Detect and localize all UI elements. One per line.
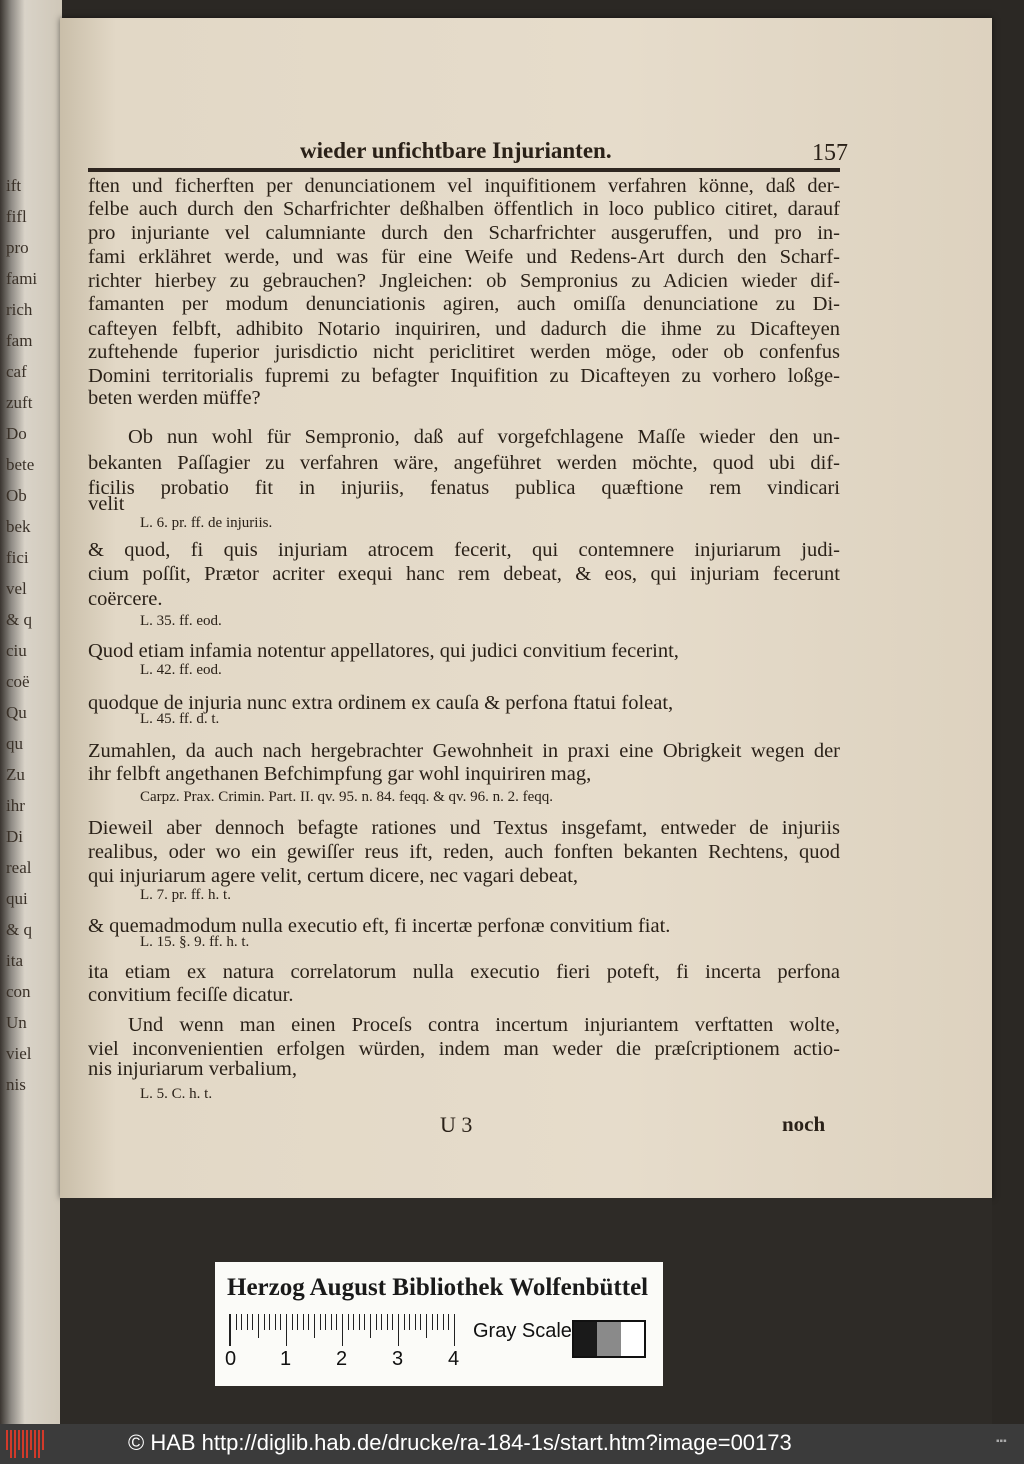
running-title: wieder unfichtbare Injurianten.: [300, 138, 612, 163]
left-page-fragment: Qu: [6, 703, 27, 722]
ruler-tick: [336, 1314, 337, 1330]
logo-bar: [22, 1430, 24, 1458]
gray-scale-swatches: [572, 1320, 646, 1358]
left-page-fragment: Di: [6, 827, 23, 846]
ruler-tick: [264, 1314, 265, 1330]
logo-bar: [30, 1430, 32, 1450]
left-page-fragment: coë: [6, 672, 30, 691]
ruler-tick: [426, 1314, 427, 1338]
swatch-black: [574, 1322, 597, 1356]
ruler-scale: [229, 1314, 460, 1346]
left-page-fragment: fam: [6, 331, 33, 350]
citation-line: L. 45. ff. d. t.: [140, 711, 220, 727]
left-page-fragment: ift: [6, 176, 22, 195]
scale-number: 4: [448, 1348, 460, 1370]
ruler-tick: [286, 1314, 287, 1346]
left-page-fragment: Do: [6, 424, 27, 443]
text-line: Ob nun wohl für Sempronio, daß auf vorgefchlagene Maſſe wieder den un-: [128, 426, 840, 448]
text-line: ihr felbft angethanen Befchimpfung gar wohl inquiriren mag,: [88, 763, 592, 785]
text-line: quodque de injuria nunc extra ordinem ex cauſa & perfona ftatui foleat,: [88, 692, 674, 714]
text-line: coërcere.: [88, 588, 163, 610]
left-page-fragment: real: [6, 858, 32, 877]
header-rule: [88, 168, 840, 172]
ruler-tick: [236, 1314, 237, 1330]
text-line: bekanten Paſſagier zu verfahren wäre, angeführet werden möchte, quod ubi dif-: [88, 452, 840, 474]
text-line: Und wenn man einen Proceſs contra incertum injuriantem verftatten wolte,: [128, 1014, 840, 1036]
color-calibration-card: [215, 1262, 663, 1386]
left-page-fragment: ciu: [6, 641, 27, 660]
left-page-fragment: nis: [6, 1075, 26, 1094]
citation-line: L. 35. ff. eod.: [140, 613, 222, 629]
left-page-fragment: qui: [6, 889, 28, 908]
text-line: Zumahlen, da auch nach hergebrachter Gewohnheit in praxi eine Obrigkeit wegen der: [88, 740, 840, 762]
ruler-tick: [230, 1314, 231, 1346]
ruler-tick: [415, 1314, 416, 1330]
ruler-tick: [308, 1314, 309, 1330]
copyright-url[interactable]: © HAB http://diglib.hab.de/drucke/ra-184-1s/start.htm?image=00173: [128, 1430, 792, 1455]
logo-bar: [18, 1430, 20, 1450]
ruler-tick: [376, 1314, 377, 1330]
left-page-fragment: & q: [6, 920, 32, 939]
adjacent-page-edge: [0, 0, 62, 1424]
citation-line: L. 5. C. h. t.: [140, 1086, 213, 1102]
text-line: nis injuriarum verbalium,: [88, 1058, 297, 1080]
logo-bar: [34, 1430, 36, 1458]
left-page-fragment: Zu: [6, 765, 25, 784]
ruler-tick: [409, 1314, 410, 1330]
left-page-fragment: & q: [6, 610, 32, 629]
left-page-fragment: fifl: [6, 207, 27, 226]
text-line: ften und ficherften per denunciationem vel inquifitionem verfahren könne, daß der-: [88, 175, 840, 197]
left-page-fragment: zuft: [6, 393, 33, 412]
text-line: felbe auch durch den Scharfrichter deßhalben öffentlich in loco publico citiret, darauf: [88, 198, 840, 220]
ruler-tick: [387, 1314, 388, 1330]
ruler-tick: [258, 1314, 259, 1338]
text-line: beten werden müffe?: [88, 387, 261, 409]
ruler-tick: [398, 1314, 399, 1346]
text-line: richter hierbey zu gebrauchen? Jngleichen: ob Sempronius zu Adicien wieder dif-: [88, 270, 840, 292]
text-line: ficilis probatio fit in injuriis, fenatus publica quæftione rem vindicari: [88, 477, 840, 499]
left-page-fragment: qu: [6, 734, 23, 753]
text-line: famanten per modum denunciationis agiren, auch omiſſa denunciatione zu Di-: [88, 293, 840, 315]
citation-line: Carpz. Prax. Crimin. Part. II. qv. 95. n. 84. feqq. & qv. 96. n. 2. feqq.: [140, 789, 553, 805]
left-page-fragment: ita: [6, 951, 23, 970]
left-page-fragment: bete: [6, 455, 35, 474]
logo-bar: [14, 1430, 16, 1458]
ruler-tick: [443, 1314, 444, 1330]
text-line: qui injuriarum agere velit, certum dicere, nec vagari debeat,: [88, 865, 579, 887]
left-page-fragment: caf: [6, 362, 27, 381]
ruler-tick: [437, 1314, 438, 1330]
ruler-tick: [420, 1314, 421, 1330]
text-line: Quod etiam infamia notentur appellatores, qui judici convitium fecerint,: [88, 640, 679, 662]
hab-logo-icon: [6, 1430, 46, 1458]
logo-bar: [6, 1430, 8, 1450]
scale-number: 2: [336, 1348, 348, 1370]
left-page-fragment: Ob: [6, 486, 27, 505]
ruler-tick: [353, 1314, 354, 1330]
ruler-tick: [342, 1314, 343, 1346]
ruler-tick: [280, 1314, 281, 1330]
ruler-tick: [247, 1314, 248, 1330]
page-number: 157: [812, 140, 848, 166]
left-page-fragment: rich: [6, 300, 33, 319]
left-page-fragment: Un: [6, 1013, 27, 1032]
logo-bar: [26, 1430, 28, 1458]
catchword: noch: [782, 1112, 826, 1136]
signature-mark: U 3: [440, 1112, 473, 1137]
ruler-tick: [370, 1314, 371, 1338]
ruler-tick: [454, 1314, 455, 1346]
ruler-tick: [348, 1314, 349, 1330]
left-page-fragment: viel: [6, 1044, 32, 1063]
text-line: convitium feciſſe dicatur.: [88, 984, 294, 1006]
ruler-tick: [448, 1314, 449, 1330]
text-line: Domini territorialis fupremi zu befagter Inquifition zu Dicafteyen zu vorhero loßge-: [88, 365, 840, 387]
text-line: & quemadmodum nulla executio eft, fi incertæ perfonæ convitium fiat.: [88, 915, 671, 937]
left-page-fragment: vel: [6, 579, 27, 598]
ruler-tick: [303, 1314, 304, 1330]
text-line: velit: [88, 493, 125, 515]
left-page-fragment: con: [6, 982, 31, 1001]
footer-bar: [0, 1424, 1024, 1464]
ruler-tick: [404, 1314, 405, 1330]
logo-bar: [10, 1430, 12, 1458]
left-page-fragment: bek: [6, 517, 31, 536]
ruler-tick: [292, 1314, 293, 1330]
scale-number: 1: [280, 1348, 292, 1370]
scale-number: 3: [392, 1348, 404, 1370]
text-line: Dieweil aber dennoch befagte rationes und Textus insgefamt, entweder de injuriis: [88, 817, 840, 839]
ruler-tick: [275, 1314, 276, 1330]
ruler-tick: [314, 1314, 315, 1338]
swatch-gray: [597, 1322, 620, 1356]
gray-scale-label: Gray Scale: [473, 1320, 572, 1342]
left-page-fragment: ihr: [6, 796, 25, 815]
more-icon[interactable]: ▪▪▪: [996, 1436, 1007, 1447]
text-line: cium poſſit, Prætor acriter exequi hanc rem debeat, & eos, qui injuriam fecerunt: [88, 563, 840, 585]
ruler-tick: [359, 1314, 360, 1330]
text-line: fami erklähret werde, und was für eine Weife und Redens-Art durch den Scharf-: [88, 246, 840, 268]
logo-bar: [38, 1430, 40, 1458]
ruler-tick: [331, 1314, 332, 1330]
logo-bar: [42, 1430, 44, 1450]
ruler-tick: [432, 1314, 433, 1330]
left-page-fragment: fici: [6, 548, 29, 567]
ruler-tick: [297, 1314, 298, 1330]
ruler-tick: [241, 1314, 242, 1330]
text-line: viel inconvenientien erfolgen würden, indem man weder die præſcriptionem actio-: [88, 1038, 840, 1060]
ruler-tick: [320, 1314, 321, 1330]
citation-line: L. 6. pr. ff. de injuriis.: [140, 515, 273, 531]
library-name: Herzog August Bibliothek Wolfenbüttel: [227, 1274, 649, 1301]
citation-line: L. 42. ff. eod.: [140, 662, 222, 678]
citation-line: L. 7. pr. ff. h. t.: [140, 887, 231, 903]
ruler-tick: [252, 1314, 253, 1330]
ruler-tick: [364, 1314, 365, 1330]
text-line: & quod, fi quis injuriam atrocem fecerit, qui contemnere injuriarum judi-: [88, 539, 840, 561]
left-page-fragment: fami: [6, 269, 38, 288]
swatch-white: [621, 1322, 644, 1356]
scale-number: 0: [225, 1348, 237, 1370]
text-line: zuftehende fuperior jurisdictio nicht periclitiret werden möge, oder ob confenfus: [88, 341, 840, 363]
text-line: ita etiam ex natura correlatorum nulla executio fieri poteft, fi incerta perfona: [88, 961, 840, 983]
ruler-tick: [269, 1314, 270, 1330]
text-line: cafteyen felbft, adhibito Notario inquiriren, und dadurch die ihme zu Dicafteyen: [88, 318, 840, 340]
ruler-tick: [381, 1314, 382, 1330]
ruler-tick: [392, 1314, 393, 1330]
left-page-fragment: pro: [6, 238, 29, 257]
text-line: pro injuriante vel calumniante durch den Scharfrichter ausgeruffen, und pro in-: [88, 222, 840, 244]
ruler-tick: [325, 1314, 326, 1330]
citation-line: L. 15. §. 9. ff. h. t.: [140, 934, 250, 950]
text-line: realibus, oder wo ein gewiſſer reus ift, reden, auch fonften bekanten Rechtens, quod: [88, 841, 840, 863]
